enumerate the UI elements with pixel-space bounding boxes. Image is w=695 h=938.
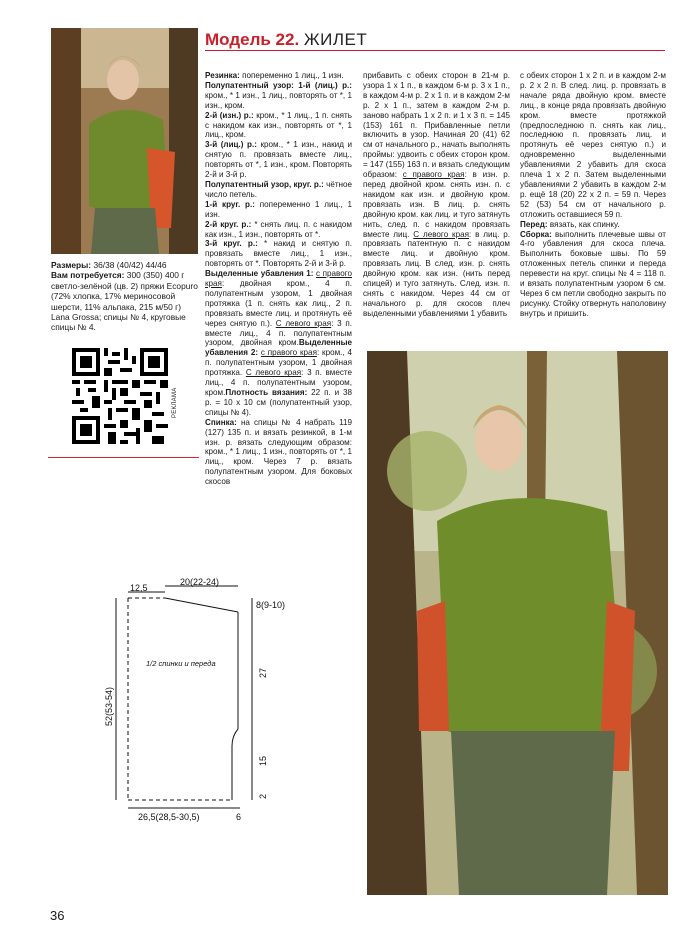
col1-bold-1: Полупатентный узор: 1-й (лиц.) р.: <box>205 80 352 90</box>
model-photo-large <box>367 351 668 895</box>
sizes-line <box>51 260 198 270</box>
dim-bottom-width: 26,5(28,5-30,5) <box>138 812 200 822</box>
col1-text-3: кром., * 1 изн., накид и снятую п. провязать вместе лиц., повторять от *, 1 изн., кром. Повторять 2-й и 3-й р. <box>205 140 352 180</box>
model-number: Модель 22. <box>205 30 300 49</box>
col3-paragraph-front <box>520 220 666 230</box>
col3-paragraph-assembly <box>520 230 666 319</box>
col1-text-7: * накид и снятую п. провязать вместе лиц., 1 изн., повторять от *. Повторять 2-й и 3-й р. <box>205 239 352 269</box>
qr-code[interactable] <box>72 348 168 444</box>
col1-bold-2: 2-й (изн.) р.: <box>205 110 254 120</box>
col1-text-9: : двойная кром., 4 п. полупатентным узором, 1 двойная протяжка (1 п. снять как лиц., 2 п. провязать вместе лиц. и протянуть её через снятую п.). <box>205 279 352 328</box>
dim-side: 15 <box>258 755 268 766</box>
model-photo-small-illustration <box>51 28 198 254</box>
col1-text-13: : 3 п. вместе лиц., 4 п. полупатентным узором, кром. <box>205 368 352 397</box>
col1-text-14: 22 п. и 38 р. = 10 х 10 см (полупатентный узор, спицы № 4). <box>205 388 353 417</box>
dim-top-left: 12,5 <box>130 583 148 593</box>
col1-text-12: : кром., 4 п. полупатентным узором, 1 двойная протяжка. <box>205 348 353 378</box>
schematic-inner-label: 1/2 спинки и переда <box>146 659 216 668</box>
col1-text-6: * снять лиц. п. с накидом как изн., 1 изн., повторять от *. <box>205 219 352 239</box>
col2-text-3: : в лиц. р. провязать патентную п. с накидом вместе лиц. и двойную кром. провязать лиц. В след. изн. р. снять двойную кром. как изн. (нить перед спицей) и туго затянуть. След. изн. п. снять с накидом. Через 44 см от начального р. для скосов плеч выделенными убавлениями 1 убавить <box>363 229 510 318</box>
col1-bold-7: 3-й круг. р.: <box>205 239 258 249</box>
col1-underline-13: С левого края <box>245 368 302 378</box>
col1-bold-0: Резинка: <box>205 71 240 80</box>
sizes-value: 36/38 (40/42) 44/46 <box>93 260 167 270</box>
dim-armhole: 27 <box>258 667 268 678</box>
instructions-column-1 <box>205 71 352 487</box>
col1-bold-4: Полупатентный узор, круг. р.: <box>205 179 324 189</box>
col1-bold-5: 1-й круг. р.: <box>205 199 255 209</box>
col1-bold-6: 2-й круг. р.: <box>205 219 252 229</box>
schematic-drawing <box>100 578 370 830</box>
col1-text-15: на спицы № 4 набрать 119 (127) 135 п. и вязать резинкой, в 1-м изн. р. вязать следующим образом: кром., * 1 лиц., 1 изн., повторять от *, 1 лиц., кром. Через 7 р. вязать полупатентным узором. Для боковых скосов <box>205 417 352 487</box>
instructions-column-2 <box>363 71 510 319</box>
col1-underline-9: с правого края <box>205 269 353 289</box>
col1-bold-8: Выделенные убавления 1: <box>205 269 314 279</box>
info-block <box>51 260 198 333</box>
title-underline <box>205 50 665 51</box>
col1-bold-11: Выделенные убавления 2: <box>205 338 352 358</box>
qr-code-image <box>72 348 168 444</box>
materials-line <box>51 270 198 332</box>
page-title <box>205 30 367 50</box>
model-photo-small <box>51 28 198 254</box>
dim-right-top: 8(9-10) <box>256 600 286 610</box>
col1-text-0: попеременно 1 лиц., 1 изн. <box>239 71 344 80</box>
col1-underline-10: С левого края <box>275 318 332 328</box>
col1-text-2: кром., * 1 лиц., 1 п. снять с накидом как изн., повторять от *, 1 лиц., кром. <box>205 110 352 140</box>
col1-text-4: чётное число петель. <box>205 179 352 199</box>
instructions-column-3 <box>520 71 666 319</box>
col2-underline-2: С левого края <box>413 229 469 239</box>
materials-label: Вам потребуется: <box>51 270 125 281</box>
col1-text-10: : 3 п. вместе лиц., 4 п. полупатентным узором, двойная кром. <box>205 318 352 348</box>
model-photo-large-illustration <box>367 351 668 895</box>
col3-text: с обеих сторон 1 х 2 п. и в каждом 2-м р. 2 х 2 п. В след. лиц. р. провязать в начале ряда двойную кром. вместе лиц., в конце ряда провязать двойную кром. вместе протяжкой (предпоследнюю п. снять как лиц., последнюю п. провязать лиц. и протянуть её через снятую п.) и одновременно выделенными убавлениями 2 убавить для скоса плеча 1 х 2 п. Затем выделенными убавлениями 2 убавить в каждом 2-м р. ещё 18 (20) 22 х 2 п. = 59 п. Через 52 (53) 54 см от начального р. отложить оставшиеся 59 п. <box>520 71 666 219</box>
assembly-label: Сборка: <box>520 229 552 239</box>
col1-bold-15: Спинка: <box>205 417 237 427</box>
dim-top-right: 20(22-24) <box>180 578 220 587</box>
page-number: 36 <box>50 908 65 923</box>
col2-text-2: : в изн. р. перед двойной кром. снять изн. п. с накидом как изн. и двойную кром. провязать изн. В лиц. р. снять двойную кром. как лиц. и туго затянуть нить, след. п. с накидом провязать вместе лиц. <box>363 170 511 239</box>
col1-text-1: кром., * 1 изн., 1 лиц., повторять от *, 1 изн., кром. <box>205 90 352 110</box>
dim-bottom-rib: 2 <box>258 793 268 799</box>
assembly-text: выполнить плечевые швы от 4-го убавления для скоса плеча. Выполнить боковые швы. По 59 отложенных петель спинки и переда перевести на круг. спицы № 4 = 118 п. и вязать полупатентным узором 6 см. Через 6 см петли свободно закрыть по рисунку. Стойку отвернуть наполовину внутрь и пришить. <box>520 229 666 318</box>
front-text: вязать, как спинку. <box>547 219 620 229</box>
dim-left-height: 52(53-54) <box>104 686 114 726</box>
col2-underline-1: с правого края <box>402 170 465 180</box>
front-label: Перед: <box>520 219 548 229</box>
ad-label: РЕКЛАМА <box>172 387 178 418</box>
sizes-label: Размеры: <box>51 260 92 270</box>
col1-text-5: попеременно 1 лиц., 1 изн. <box>205 199 352 219</box>
pattern-schematic <box>100 578 370 830</box>
col3-paragraph-1 <box>520 71 666 220</box>
left-divider <box>48 457 199 458</box>
col1-underline-12: с правого края <box>260 348 317 358</box>
model-name-text: ЖИЛЕТ <box>303 30 368 49</box>
col1-bold-3: 3-й (лиц.) р.: <box>205 140 257 150</box>
col2-text-1: прибавить с обеих сторон в 21-м р. узора 1 х 1 п., в каждом 6-м р. 3 х 1 п., в каждом 4-м р. 2 х 1 п. и в каждом 2-м р. 2 х 1 п., затем в каждом 2-м р. заново набрать 1 х 2 п. и 1 х 3 п. = 145 (153) 161 п. Прибавленные петли включить в узор. Начиная 20 (41) 62 см от начального р., начать выполнять проймы: удвоить с обеих сторон кром. = 147 (155) 163 п. и вязать следующим образом: <box>363 71 510 180</box>
col1-bold-14: Плотность вязания: <box>225 388 308 397</box>
dim-bottom-right: 6 <box>236 812 242 822</box>
materials-value: 300 (350) 400 г светло-зелёной (цв. 2) пряжи Ecopuro (72% хлопка, 17% мериносовой шерсти, 11% альпака, 215 м/50 г) Lana Grossa; спицы № 4, круговые спицы № 4. <box>51 270 198 333</box>
